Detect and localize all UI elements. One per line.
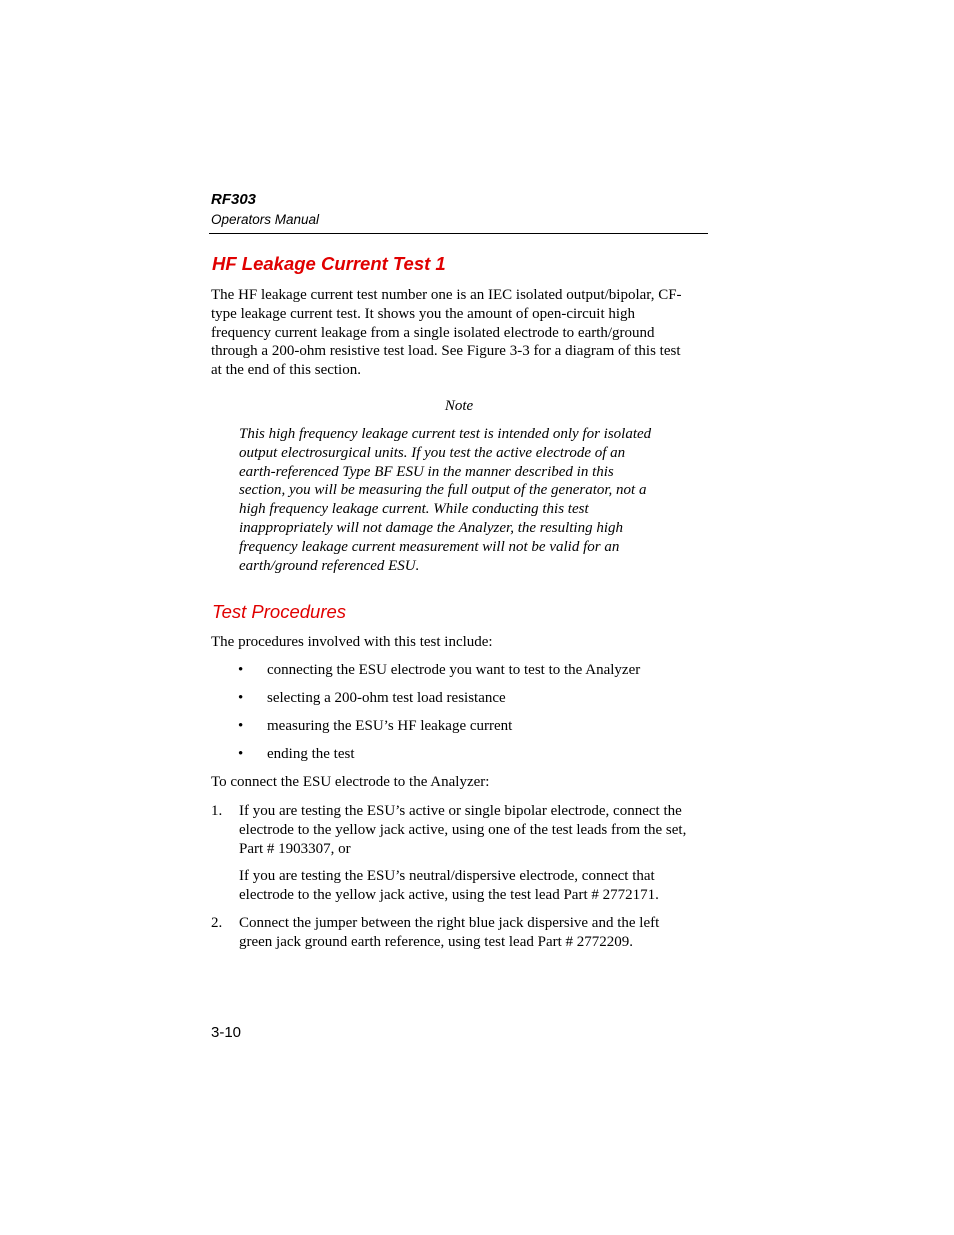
list-item-text: measuring the ESU’s HF leakage current — [267, 718, 513, 734]
note-line: This high frequency leakage current test is intended only for isolated — [239, 426, 652, 442]
note-line: earth-referenced Type BF ESU in the manner described in this — [239, 463, 614, 480]
list-item — [211, 689, 711, 717]
step-line: Part # 1903307, or — [239, 840, 351, 857]
section-heading: HF Leakage Current Test 1 — [212, 253, 446, 274]
intro-line: through a 200-ohm resistive test load. See Figure 3-3 for a diagram of this test — [211, 343, 681, 360]
note-line: high frequency leakage current. While conducting this test — [239, 501, 589, 518]
intro-line: frequency current leakage from a single isolated electrode to earth/ground — [211, 324, 655, 341]
running-header-subtitle: Operators Manual — [211, 212, 320, 227]
step-line: green jack ground earth reference, using test lead Part # 2772209. — [239, 933, 634, 950]
note-line: section, you will be measuring the full output of the generator, not a — [239, 482, 647, 499]
note-label: Note — [444, 398, 474, 414]
step-line: electrode to the yellow jack active, using the test lead Part # 2772171. — [239, 886, 659, 903]
bullet-icon: • — [238, 746, 244, 762]
list-item-text: connecting the ESU electrode you want to test to the Analyzer — [267, 662, 641, 678]
running-header-title: RF303 — [211, 191, 257, 208]
step-line: electrode to the yellow jack active, using one of the test leads from the set, — [239, 821, 687, 838]
procedures-intro: The procedures involved with this test include: — [211, 634, 493, 650]
intro-paragraph — [211, 286, 711, 380]
step-text — [239, 914, 709, 952]
list-item-text: selecting a 200-ohm test load resistance — [267, 690, 506, 706]
list-item — [211, 661, 711, 689]
intro-line: at the end of this section. — [211, 362, 361, 379]
step-line: Connect the jumper between the right blue jack dispersive and the left — [239, 915, 660, 931]
page-number: 3-10 — [211, 1024, 242, 1041]
step-line: If you are testing the ESU’s neutral/dispersive electrode, connect that — [239, 868, 655, 884]
note-line: output electrosurgical units. If you test the active electrode of an — [239, 444, 626, 461]
list-item — [211, 745, 711, 773]
step-number: 1. — [211, 803, 223, 819]
note-line: frequency leakage current measurement will not be valid for an — [239, 538, 620, 555]
subsection-heading: Test Procedures — [212, 601, 347, 622]
connect-intro: To connect the ESU electrode to the Analyzer: — [211, 774, 490, 790]
bullet-icon: • — [238, 662, 244, 678]
note-line: earth/ground referenced ESU. — [239, 557, 420, 574]
step-line: If you are testing the ESU’s active or single bipolar electrode, connect the — [239, 803, 682, 819]
list-item — [211, 717, 711, 745]
intro-line: The HF leakage current test number one is an IEC isolated output/bipolar, CF- — [211, 287, 682, 303]
bullet-icon: • — [238, 690, 244, 706]
header-divider — [209, 233, 708, 234]
intro-line: type leakage current test. It shows you the amount of open-circuit high — [211, 305, 636, 322]
list-item-text: ending the test — [267, 746, 355, 762]
step-text — [239, 867, 709, 905]
note-text — [239, 425, 689, 575]
note-line: inappropriately will not damage the Analyzer, the resulting high — [239, 519, 624, 536]
procedures-list — [211, 661, 711, 773]
bullet-icon: • — [238, 718, 244, 734]
step-text — [239, 802, 709, 858]
step-number: 2. — [211, 915, 223, 931]
